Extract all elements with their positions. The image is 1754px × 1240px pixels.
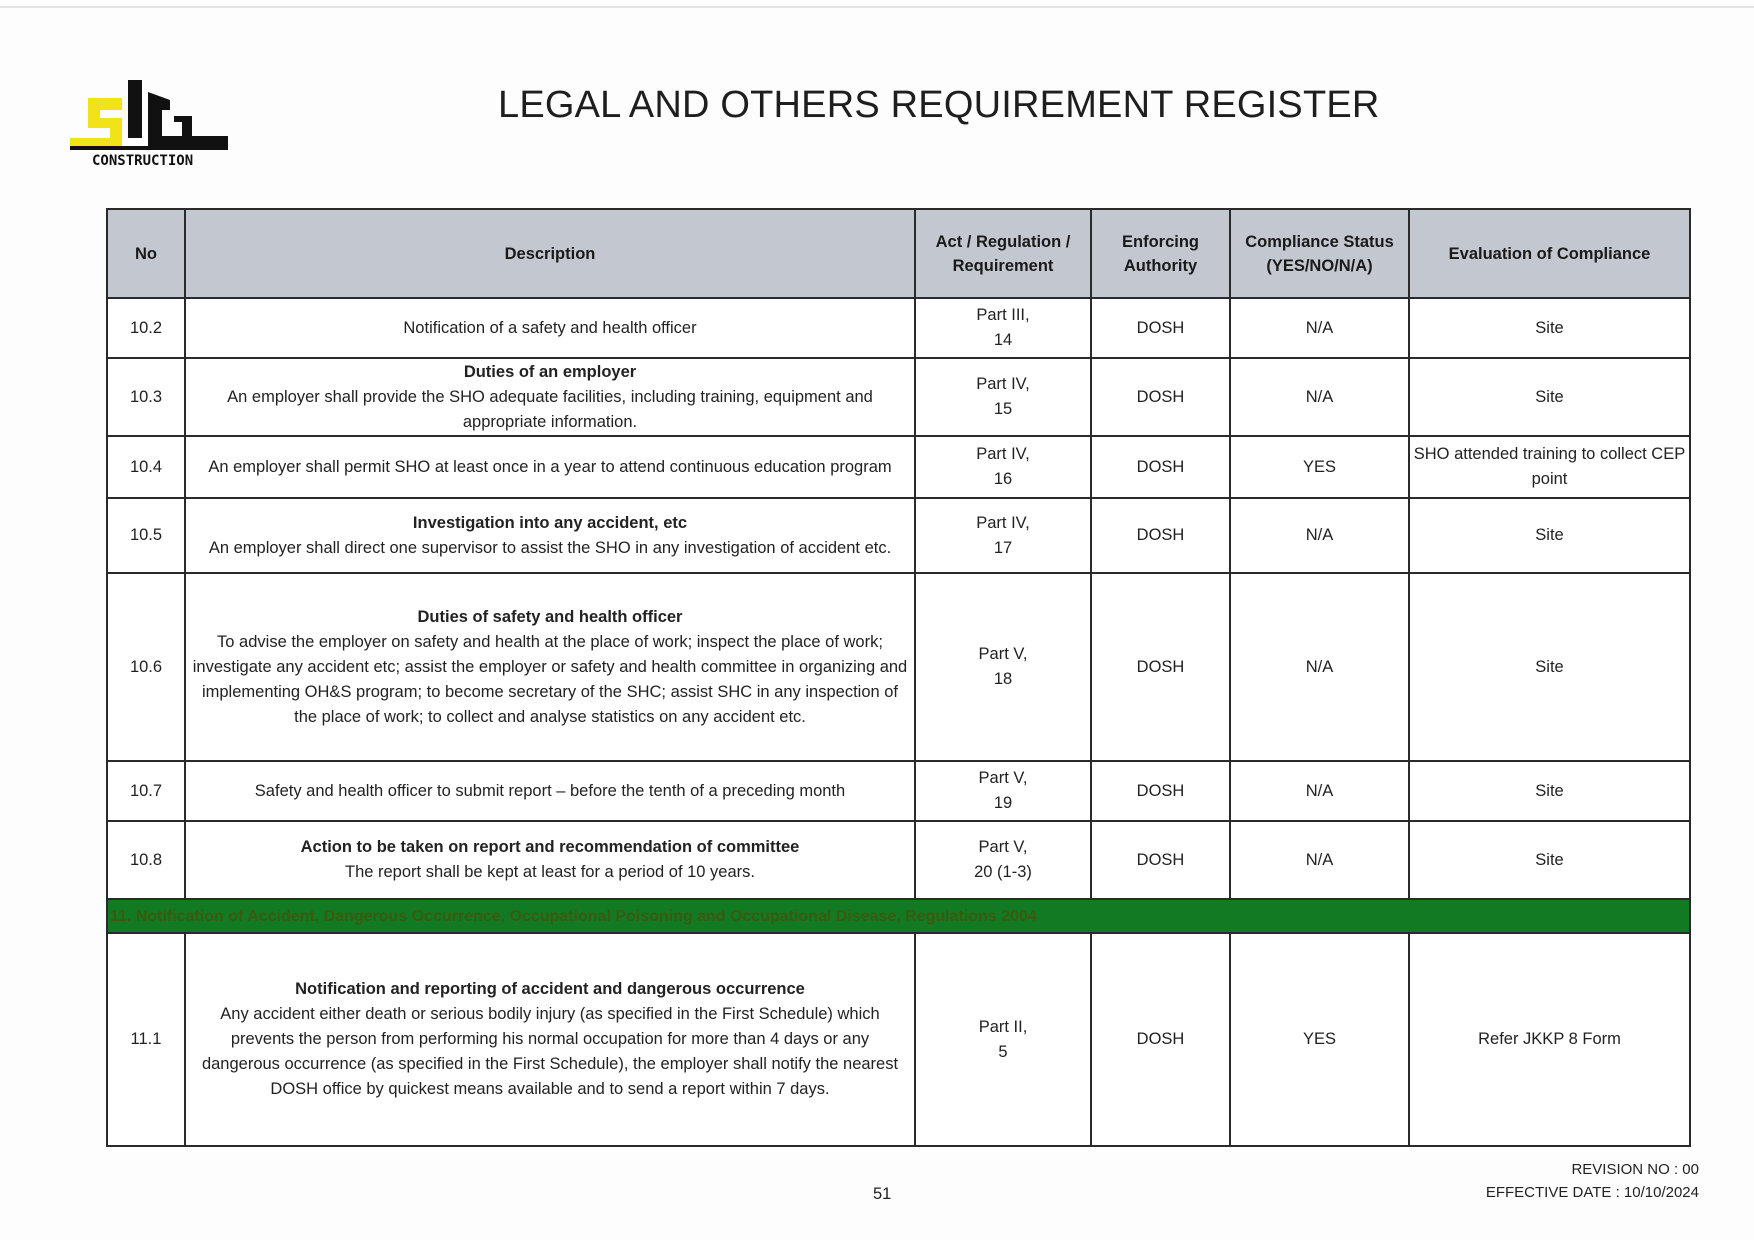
- header-status: Compliance Status (YES/NO/N/A): [1230, 209, 1409, 298]
- row-status: N/A: [1230, 498, 1409, 573]
- row-act-part: Part II,: [978, 1017, 1028, 1036]
- section-row: [107, 899, 1690, 933]
- table-row: [107, 498, 1690, 573]
- row-act-section: 16: [993, 470, 1013, 488]
- header-authority: Enforcing Authority: [1091, 209, 1230, 298]
- row-authority: DOSH: [1091, 573, 1230, 761]
- row-act-part: Part V,: [978, 645, 1028, 663]
- row-body: The report shall be kept at least for a period of 10 years.: [345, 863, 755, 881]
- row-act: [915, 821, 1091, 899]
- table-header-row: [107, 209, 1690, 298]
- table-row: [107, 573, 1690, 761]
- row-act: [915, 436, 1091, 498]
- row-description: [185, 498, 915, 573]
- row-act-section: 20 (1-3): [974, 863, 1032, 881]
- logo-subtitle: CONSTRUCTION: [92, 153, 194, 169]
- row-description: [185, 933, 915, 1146]
- row-act-section: 14: [993, 331, 1013, 349]
- row-no: 10.5: [107, 498, 185, 573]
- row-description: [185, 573, 915, 761]
- table-row: [107, 761, 1690, 821]
- header-description: Description: [185, 209, 915, 298]
- row-act: [915, 358, 1091, 436]
- row-act: [915, 933, 1091, 1146]
- table-row: [107, 933, 1690, 1146]
- row-status: YES: [1230, 933, 1409, 1146]
- row-act: [915, 761, 1091, 821]
- page-top-edge: [0, 6, 1754, 8]
- row-act-part: Part III,: [976, 306, 1030, 324]
- row-act-section: 18: [993, 670, 1013, 688]
- row-act-section: 17: [993, 538, 1013, 557]
- row-body: An employer shall permit SHO at least once in a year to attend continuous education program: [208, 457, 892, 476]
- row-act-section: 15: [993, 400, 1013, 418]
- row-status: YES: [1230, 436, 1409, 498]
- row-evaluation: Refer JKKP 8 Form: [1409, 933, 1690, 1146]
- row-act: [915, 298, 1091, 358]
- row-heading: Investigation into any accident, etc: [412, 513, 688, 532]
- row-no: 11.1: [107, 933, 185, 1146]
- row-evaluation: SHO attended training to collect CEP point: [1409, 436, 1690, 498]
- table-row: [107, 298, 1690, 358]
- row-act: [915, 573, 1091, 761]
- row-status: N/A: [1230, 358, 1409, 436]
- row-evaluation: Site: [1409, 358, 1690, 436]
- table-row: [107, 358, 1690, 436]
- row-body: Any accident either death or serious bodily injury (as specified in the First Schedule) which prevents the person from performing his normal occupation for more than 4 days or any dangerous occurrence (as specified in the First Schedule), the employer shall notify the nearest DOSH office by quickest means available and to send a report within 7 days.: [201, 1005, 899, 1098]
- row-heading: Duties of safety and health officer: [417, 607, 683, 626]
- row-body: To advise the employer on safety and health at the place of work; inspect the place of work; investigate any accident etc; assist the employer or safety and health committee in organizing and implementing OH&S program; to become secretary of the SHC; assist SHC in any inspection of the place of work; to collect and analyse statistics on any accident etc.: [192, 632, 908, 726]
- row-body: Safety and health officer to submit report – before the tenth of a preceding month: [254, 781, 846, 800]
- row-act-section: 5: [998, 1042, 1008, 1061]
- header-evaluation: Evaluation of Compliance: [1409, 209, 1690, 298]
- row-act-part: Part V,: [978, 838, 1028, 856]
- section-title: 11. Notification of Accident, Dangerous Occurrence, Occupational Poisoning and Occupational Disease, Regulations 2004: [107, 899, 1690, 933]
- effective-date: EFFECTIVE DATE : 10/10/2024: [1485, 1184, 1699, 1201]
- header-act: Act / Regulation / Requirement: [915, 209, 1091, 298]
- page-number: 51: [873, 1185, 892, 1203]
- document-title: LEGAL AND OTHERS REQUIREMENT REGISTER: [498, 84, 1380, 126]
- row-no: 10.8: [107, 821, 185, 899]
- row-act-part: Part IV,: [976, 513, 1030, 532]
- company-logo: [70, 78, 245, 170]
- row-evaluation: Site: [1409, 821, 1690, 899]
- row-status: N/A: [1230, 573, 1409, 761]
- row-description: [185, 298, 915, 358]
- row-act-part: Part IV,: [976, 375, 1030, 393]
- row-description: [185, 436, 915, 498]
- row-heading: Action to be taken on report and recommendation of committee: [300, 838, 800, 856]
- row-heading: Duties of an employer: [463, 362, 637, 381]
- row-description: [185, 761, 915, 821]
- row-act-section: 19: [993, 794, 1013, 812]
- row-body: An employer shall provide the SHO adequate facilities, including training, equipment and appropriate information.: [227, 387, 873, 431]
- row-no: 10.4: [107, 436, 185, 498]
- row-evaluation: Site: [1409, 761, 1690, 821]
- row-evaluation: Site: [1409, 298, 1690, 358]
- row-no: 10.2: [107, 298, 185, 358]
- row-status: N/A: [1230, 761, 1409, 821]
- row-act-part: Part V,: [978, 769, 1028, 787]
- row-evaluation: Site: [1409, 498, 1690, 573]
- table-row: [107, 436, 1690, 498]
- revision-number: REVISION NO : 00: [1571, 1161, 1699, 1178]
- revision-block: [1486, 1158, 1699, 1204]
- row-authority: DOSH: [1091, 436, 1230, 498]
- row-status: N/A: [1230, 298, 1409, 358]
- row-act: [915, 498, 1091, 573]
- row-body: An employer shall direct one supervisor to assist the SHO in any investigation of accident etc.: [208, 538, 892, 557]
- row-authority: DOSH: [1091, 358, 1230, 436]
- row-act-part: Part IV,: [976, 445, 1030, 463]
- row-description: [185, 358, 915, 436]
- row-description: [185, 821, 915, 899]
- row-authority: DOSH: [1091, 821, 1230, 899]
- row-authority: DOSH: [1091, 498, 1230, 573]
- row-heading: Notification and reporting of accident and dangerous occurrence: [295, 980, 805, 998]
- row-authority: DOSH: [1091, 298, 1230, 358]
- row-no: 10.7: [107, 761, 185, 821]
- row-evaluation: Site: [1409, 573, 1690, 761]
- header-no: No: [107, 209, 185, 298]
- slg-logo-icon: [70, 78, 245, 170]
- row-body: Notification of a safety and health officer: [403, 318, 697, 337]
- row-no: 10.3: [107, 358, 185, 436]
- row-authority: DOSH: [1091, 761, 1230, 821]
- row-authority: DOSH: [1091, 933, 1230, 1146]
- requirement-register-table: [106, 208, 1691, 1147]
- row-status: N/A: [1230, 821, 1409, 899]
- table-row: [107, 821, 1690, 899]
- row-no: 10.6: [107, 573, 185, 761]
